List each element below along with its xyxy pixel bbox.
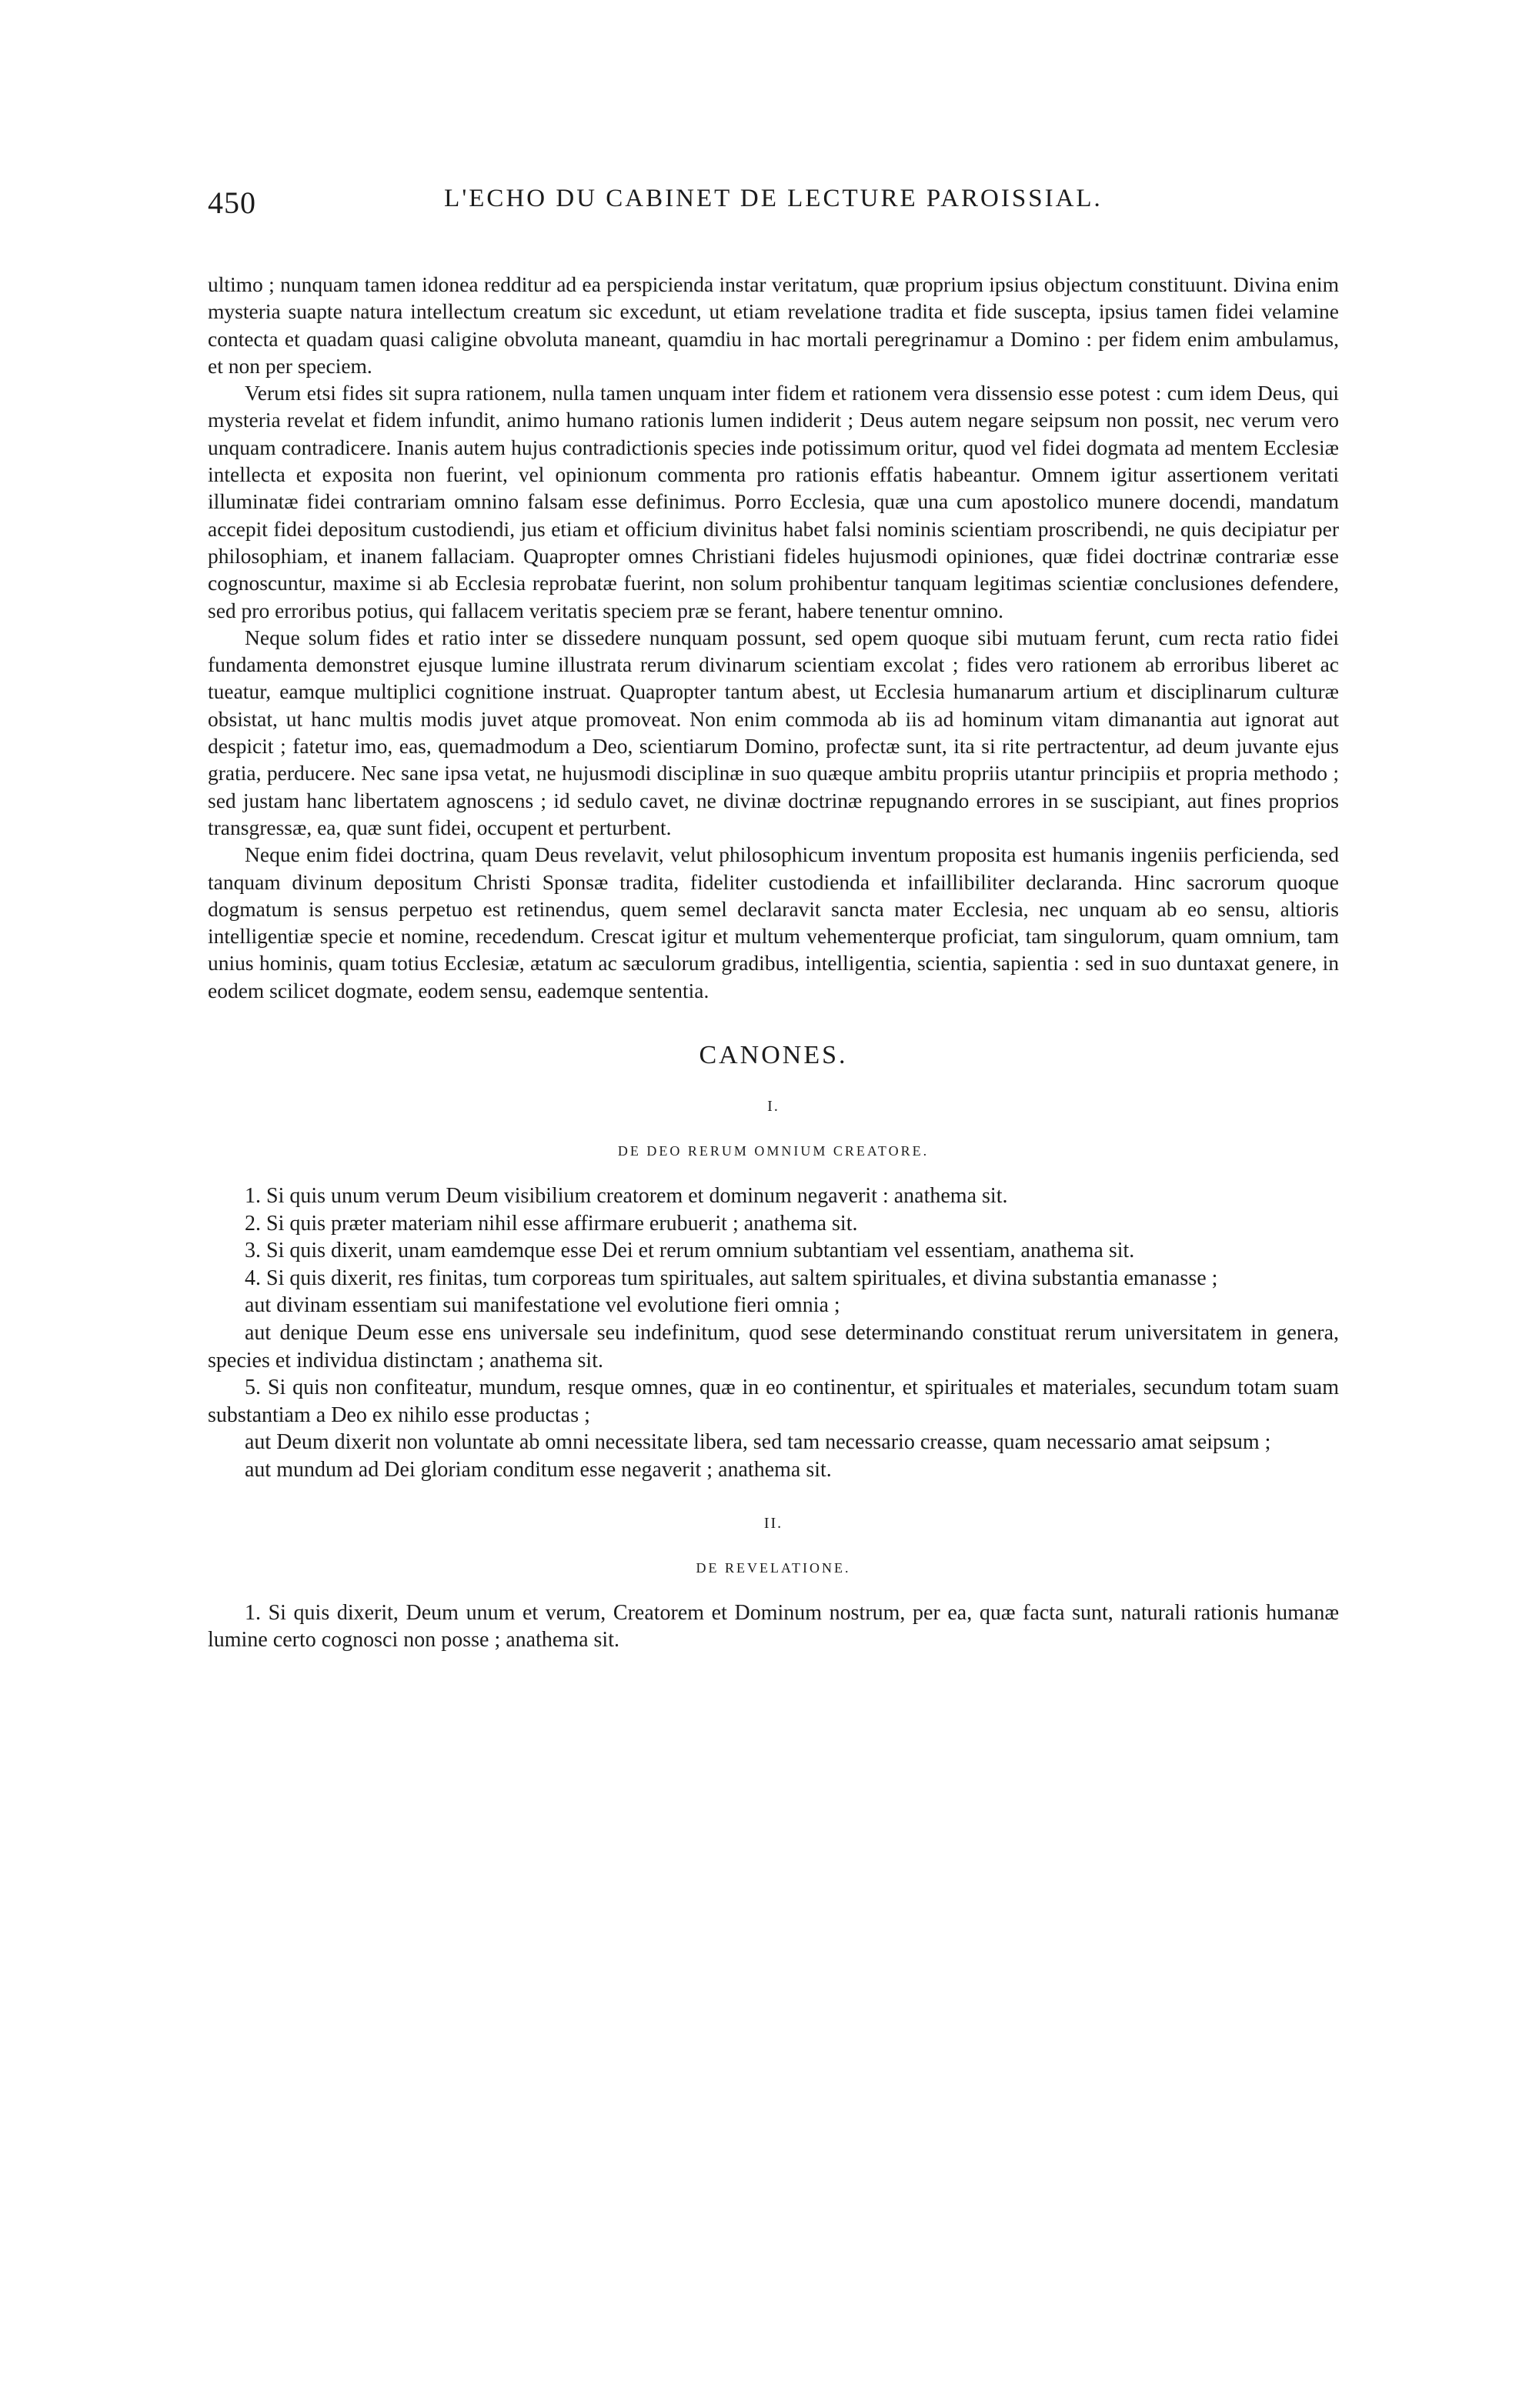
body-text xyxy=(208,271,1339,1004)
canon-item: 5. Si quis non confiteatur, mundum, resque omnes, quæ in eo continentur, et spirituales et materiales, secundum totam suam substantiam a Deo ex nihilo esse productas ; xyxy=(208,1376,1339,1427)
running-head xyxy=(208,185,1339,231)
paragraph: ultimo ; nunquam tamen idonea redditur ad ea perspicienda instar veritatum, quæ proprium ipsius objectum constituunt. Divina enim mysteria suapte natura intellectum creatum sic excedunt, ut etiam revelatione tradita et fide suscepta, ipsius tamen fidei velamine contecta et quadam quasi caligine obvoluta maneant, quamdiu in hac mortali peregrinamur a Domino : per fidem enim ambulamus, et non per speciem. xyxy=(208,272,1339,378)
canon-item: aut denique Deum esse ens universale seu indefinitum, quod sese determinando constituat rerum universitatem in genera, species et individua distinctam ; anathema sit. xyxy=(208,1320,1339,1372)
running-title: L'ECHO DU CABINET DE LECTURE PAROISSIAL. xyxy=(444,185,1103,212)
document-page xyxy=(208,185,1339,1654)
canon-item: 4. Si quis dixerit, res finitas, tum corporeas tum spirituales, aut saltem spirituales, et divina substantia emanasse ; xyxy=(245,1266,1218,1290)
canon-item: aut Deum dixerit non voluntate ab omni necessitate libera, sed tam necessario creasse, quam necessario amat seipsum ; xyxy=(245,1430,1271,1455)
canon-item: aut divinam essentiam sui manifestatione vel evolutione fieri omnia ; xyxy=(245,1293,840,1318)
chapter-title: DE REVELATIONE. xyxy=(696,1559,851,1576)
chapter-block xyxy=(208,1098,1339,1484)
canon-list xyxy=(208,1599,1339,1654)
section-title: CANONES. xyxy=(699,1041,848,1070)
canon-item: 3. Si quis dixerit, unam eamdemque esse Dei et rerum omnium subtantiam vel essentiam, anathema sit. xyxy=(245,1239,1135,1263)
chapter-number: II. xyxy=(763,1514,783,1532)
paragraph: Neque enim fidei doctrina, quam Deus revelavit, velut philosophicum inventum proposita est humanis ingeniis perficienda, sed tanquam divinum depositum Christi Sponsæ tradita, fideliter custodienda et infaillibiliter declaranda. Hinc sacrorum quoque dogmatum is sensus perpetuo est retinendus, quem semel declaravit sancta mater Ecclesia, nec unquam ab eo sensu, altioris intelligentiæ specie et nomine, recedendum. Crescat igitur et multum vehementerque proficiat, tam singulorum, quam omnium, tam unius hominis, quam totius Ecclesiæ, ætatum ac sæculorum gradibus, intelligentia, scientia, sapientia : sed in suo duntaxat genere, in eodem scilicet dogmate, eodem sensu, eademque sententia. xyxy=(208,842,1339,1002)
chapter-block xyxy=(208,1515,1339,1654)
chapter-number: I. xyxy=(767,1098,780,1116)
canon-item: aut mundum ad Dei gloriam conditum esse negaverit ; anathema sit. xyxy=(245,1457,832,1482)
paragraph: Neque solum fides et ratio inter se dissedere nunquam possunt, sed opem quoque sibi mutuam ferunt, cum recta ratio fidei fundamenta demonstret ejusque lumine illustrata rerum divinarum scientiam excolat ; fides vero rationem ab erroribus liberet ac tueatur, eamque multiplici cognitione instruat. Quapropter tantum abest, ut Ecclesia humanarum artium et disciplinarum culturæ obsistat, ut hanc multis modis juvet atque promoveat. Non enim commoda ab iis ad hominum vitam dimanantia aut ignorat aut despicit ; fatetur imo, eas, quemadmodum a Deo, scientiarum Domino, profectæ sunt, ita si rite pertractentur, ad deum juvante ejus gratia, perducere. Nec sane ipsa vetat, ne hujusmodi disciplinæ in suo quæque ambitu propriis utantur principiis et propria methodo ; sed justam hanc libertatem agnoscens ; id sedulo cavet, ne divinæ doctrinæ repugnando errores in se suscipiant, aut fines proprios transgressæ, ea, quæ sunt fidei, occupent et perturbent. xyxy=(208,625,1339,839)
canon-list xyxy=(208,1182,1339,1484)
page-number: 450 xyxy=(208,185,256,220)
chapter-title: DE DEO RERUM OMNIUM CREATORE. xyxy=(617,1143,930,1159)
canon-item: 1. Si quis dixerit, Deum unum et verum, Creatorem et Dominum nostrum, per ea, quæ facta sunt, naturali rationis humanæ lumine certo cognosci non posse ; anathema sit. xyxy=(208,1600,1339,1653)
canon-item: 1. Si quis unum verum Deum visibilium creatorem et dominum negaverit : anathema sit. xyxy=(245,1184,1008,1209)
canon-item: 2. Si quis præter materiam nihil esse affirmare erubuerit ; anathema sit. xyxy=(245,1211,858,1236)
paragraph: Verum etsi fides sit supra rationem, nulla tamen unquam inter fidem et rationem vera dissensio esse potest : cum idem Deus, qui mysteria revelat et fidem infundit, animo humano rationis lumen indiderit ; Deus autem negare seipsum non possit, nec verum vero unquam contradicere. Inanis autem hujus contradictionis species inde potissimum oritur, quod vel fidei dogmata ad mentem Ecclesiæ intellecta et exposita non fuerint, vel opinionum commenta pro rationis effatis habeantur. Omnem igitur assertionem veritati illuminatæ fidei contrariam omnino falsam esse definimus. Porro Ecclesia, quæ una cum apostolico munere docendi, mandatum accepit fidei depositum custodiendi, jus etiam et officium divinitus habet falsi nominis scientiam proscribendi, ne quis decipiatur per philosophiam, et inanem fallaciam. Quapropter omnes Christiani fideles hujusmodi opiniones, quæ fidei doctrinæ contrariæ esse cognoscuntur, maxime si ab Ecclesia reprobatæ fuerint, non solum prohibentur tanquam legitimas scientiæ conclusiones defendere, sed pro erroribus potius, qui fallacem veritatis speciem præ se ferant, habere tenentur omnino. xyxy=(208,381,1339,622)
